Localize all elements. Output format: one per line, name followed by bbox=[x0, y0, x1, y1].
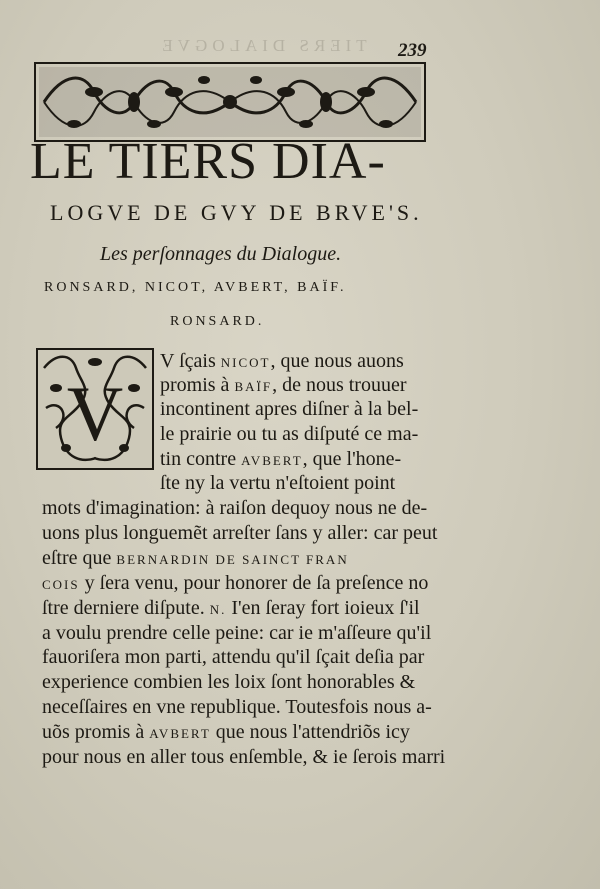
text-run: uõs promis à bbox=[42, 721, 150, 743]
text-run: y ſera venu, pour honorer de ſa preſence no bbox=[79, 572, 429, 594]
text-line bbox=[42, 644, 424, 670]
text-run: a voulu prendre celle peine: car ie m'aſſeure qu'il bbox=[42, 622, 432, 644]
text-line bbox=[42, 520, 437, 546]
text-run: tin contre bbox=[160, 448, 242, 470]
text-run: I'en ſeray fort ioieux ſ'il bbox=[226, 597, 420, 619]
text-line bbox=[42, 595, 420, 623]
initial-letter: V bbox=[66, 370, 124, 457]
text-run: neceſſaires en vne republique. Toutesfois nous a- bbox=[42, 696, 432, 718]
small-caps-name: AVBERT bbox=[149, 726, 211, 741]
small-caps-name: BAÏF bbox=[234, 379, 273, 394]
small-caps-name: COIS bbox=[42, 577, 80, 592]
bleed-through-text: TIERS DIALOGVE bbox=[157, 36, 367, 55]
text-run: uons plus longuemẽt arreſter ſans y aller: car peut bbox=[42, 522, 438, 544]
text-line bbox=[42, 719, 410, 747]
chapter-title: LE TIERS DIA- bbox=[30, 133, 386, 190]
text-line bbox=[160, 421, 418, 447]
small-caps-name: AVBERT bbox=[241, 453, 303, 468]
text-run: pour nous en aller tous enſemble, & ie ſerois marri bbox=[42, 746, 446, 768]
text-run: experience combien les loix ſont honorables & bbox=[42, 671, 416, 693]
text-run: mots d'imagination: à raiſon dequoy nous ne de- bbox=[42, 497, 428, 519]
speaker-name: RONSARD. bbox=[170, 314, 265, 329]
text-run: promis à bbox=[160, 374, 235, 396]
text-run: eſtre que bbox=[42, 547, 117, 569]
text-run: que nous l'attendriõs icy bbox=[210, 721, 410, 743]
text-line bbox=[42, 620, 431, 646]
text-line bbox=[160, 396, 418, 422]
text-run: V ſçais bbox=[160, 350, 221, 372]
text-line bbox=[42, 495, 427, 521]
small-caps-name: NICOT bbox=[220, 355, 271, 370]
text-line bbox=[42, 669, 415, 695]
small-caps-name: N. bbox=[209, 602, 227, 617]
text-run: ſte ny la vertu n'eſtoient point bbox=[160, 472, 396, 494]
text-line bbox=[160, 470, 395, 496]
ornamental-headpiece bbox=[34, 62, 426, 142]
page-number: 239 bbox=[398, 40, 427, 61]
persons-list: RONSARD, NICOT, AVBERT, BAÏF. bbox=[44, 280, 347, 295]
text-line bbox=[42, 545, 349, 573]
small-caps-name: BERNARDIN DE SAINCT FRAN bbox=[116, 552, 349, 567]
text-run: fauoriſera mon parti, attendu qu'il ſçait deſia par bbox=[42, 646, 425, 668]
text-run: , de nous trouuer bbox=[272, 374, 407, 396]
text-line bbox=[42, 570, 428, 598]
decorated-initial bbox=[36, 348, 154, 470]
chapter-title-continuation: LOGVE DE GVY DE BRVE'S. bbox=[50, 200, 423, 225]
text-run: , que nous auons bbox=[270, 350, 404, 372]
text-run: , que l'hone- bbox=[302, 448, 402, 470]
text-run: incontinent apres diſner à la bel- bbox=[160, 398, 419, 420]
text-run: ſtre derniere diſpute. bbox=[42, 597, 210, 619]
text-run: le prairie ou tu as diſputé ce ma- bbox=[160, 423, 419, 445]
persons-heading: Les perſonnages du Dialogue. bbox=[100, 243, 342, 265]
text-line bbox=[42, 744, 445, 770]
text-line bbox=[42, 694, 432, 720]
